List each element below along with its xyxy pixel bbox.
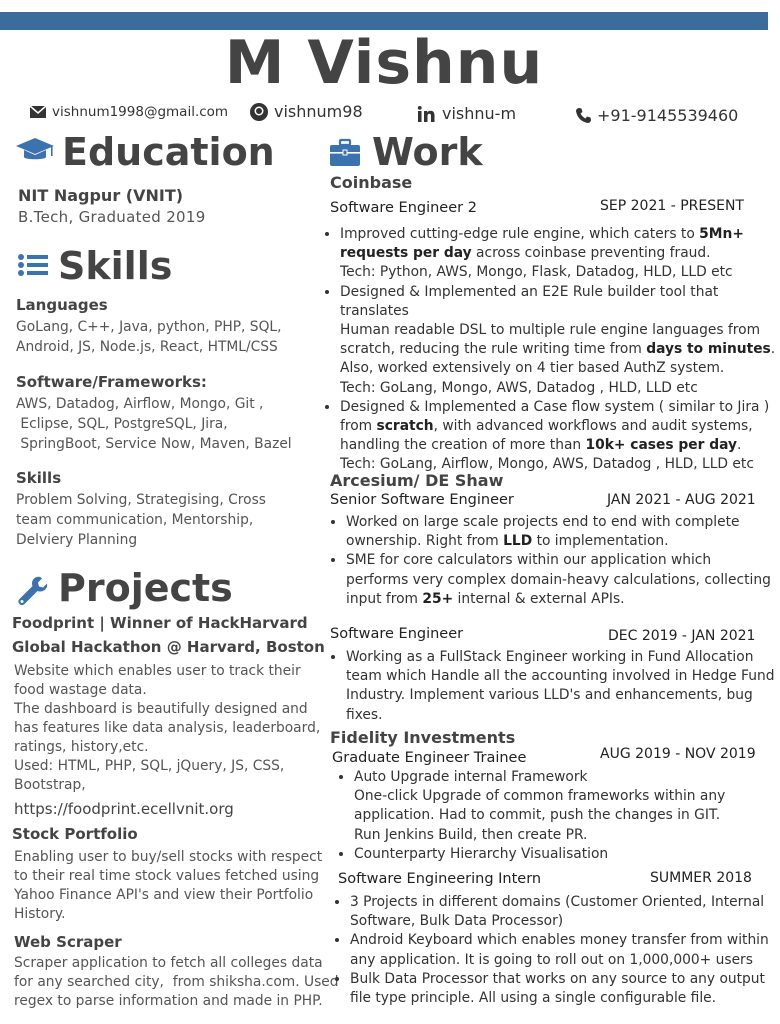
company-arcesium: Arcesium/ DE Shaw (330, 471, 504, 490)
page-title: M Vishnu (224, 28, 544, 98)
arcesium-dates: JAN 2021 - AUG 2021 (607, 492, 756, 508)
github-text: vishnum98 (274, 102, 363, 121)
list-item: • Working as a FullStack Engineer working in Fund Allocation team which Handle all the accounting involved in Hedge Fund Industry. Implement various LLD's and enhancements, bug fixes. (346, 648, 776, 725)
project-1-link[interactable]: https://foodprint.ecellvnit.org (14, 800, 234, 818)
education-heading: Education (62, 130, 275, 174)
skills-heading: Skills (58, 244, 173, 288)
contact-linkedin[interactable] (418, 104, 516, 123)
project-1-desc-2: food wastage data. (14, 682, 147, 698)
project-2-desc-1: Enabling user to buy/sell stocks with respect (14, 849, 323, 865)
project-2-desc-3: Yahoo Finance API's and view their Portfolio (14, 887, 314, 903)
frameworks-line-1: AWS, Datadog, Airflow, Mongo, Git , (16, 396, 264, 412)
arcesium-dates-2: DEC 2019 - JAN 2021 (608, 628, 756, 644)
list-item: • Counterparty Hierarchy Visualisation (354, 845, 774, 864)
list-item: • Improved cutting-edge rule engine, which caters to 5Mn+ requests per day across coinbase preventing fraud. Tech: Python, AWS, Mongo, Flask, Datadog, HLD, LLD etc (340, 225, 780, 283)
briefcase-icon (330, 140, 360, 166)
project-1-desc-3: The dashboard is beautifully designed and (14, 701, 308, 717)
languages-line-1: GoLang, C++, Java, python, PHP, SQL, (16, 319, 282, 335)
languages-line-2: Android, JS, Node.js, React, HTML/CSS (16, 339, 278, 355)
wrench-icon (18, 576, 48, 606)
list-item: • Worked on large scale projects end to end with complete ownership. Right from LLD to implementation. (346, 513, 776, 551)
frameworks-title: Software/Frameworks: (16, 373, 207, 391)
contact-github[interactable] (250, 102, 363, 121)
envelope-icon (30, 106, 46, 118)
company-coinbase: Coinbase (330, 173, 413, 192)
skills-line-1: Problem Solving, Strategising, Cross (16, 492, 266, 508)
list-item: • Android Keyboard which enables money transfer from within any application. It is going to roll out on 1,000,000+ users (350, 931, 780, 969)
project-1-desc-4: has features like data analysis, leaderboard, (14, 720, 321, 736)
frameworks-line-2: Eclipse, SQL, PostgreSQL, Jira, (16, 416, 228, 432)
coinbase-dates: SEP 2021 - PRESENT (600, 198, 744, 214)
arcesium-role: Senior Software Engineer (330, 492, 514, 508)
arcesium-role-2: Software Engineer (330, 626, 464, 642)
skills-line-2: team communication, Mentorship, (16, 512, 254, 528)
linkedin-icon (418, 106, 436, 122)
github-icon (250, 103, 268, 121)
project-3-desc-3: regex to parse information and made in PHP. (14, 993, 323, 1009)
arcesium-bullets-2 (328, 648, 776, 725)
list-item: • SME for core calculators within our application which performs very complex domain-heavy calculations, collecting input from 25+ internal & external APIs. (346, 551, 776, 609)
intern-bullets (332, 893, 780, 1008)
list-icon (18, 254, 48, 276)
project-1-title-line-2: Global Hackathon @ Harvard, Boston (12, 638, 325, 656)
skills-line-3: Delviery Planning (16, 532, 138, 548)
list-item: • Designed & Implemented an E2E Rule builder tool that translates Human readable DSL to multiple rule engine languages from scratch, reducing the rule writing time from days to minutes. Also, worked extensively on 4 tier based AuthZ system. Tech: GoLang, Mongo, AWS, Datadog , HLD, LLD etc (340, 283, 780, 398)
fidelity-bullets (336, 768, 774, 864)
projects-heading: Projects (58, 566, 233, 610)
education-school: NIT Nagpur (VNIT) (18, 186, 184, 205)
arcesium-bullets (328, 513, 776, 609)
intern-dates: SUMMER 2018 (650, 870, 752, 886)
company-fidelity: Fidelity Investments (330, 728, 516, 747)
project-1-title-line-1: Foodprint | Winner of HackHarvard (12, 614, 308, 632)
project-1-desc-6: Used: HTML, PHP, SQL, jQuery, JS, CSS, (14, 758, 285, 774)
coinbase-bullets (322, 225, 780, 475)
list-item: • Designed & Implemented a Case flow system ( similar to Jira ) from scratch, with advanced workflows and audit systems, handling the creation of more than 10k+ cases per day. Tech: GoLang, Airflow, Mongo, AWS, Datadog , HLD, LLD etc (340, 398, 780, 475)
list-item: • 3 Projects in different domains (Customer Oriented, Internal Software, Bulk Data Processor) (350, 893, 780, 931)
project-1-desc-5: ratings, history,etc. (14, 739, 149, 755)
work-heading: Work (372, 130, 483, 174)
languages-title: Languages (16, 296, 108, 314)
graduation-cap-icon (16, 138, 54, 164)
linkedin-text: vishnu-m (442, 104, 517, 123)
email-text: vishnum1998@gmail.com (52, 104, 229, 120)
project-3-title: Web Scraper (14, 933, 122, 951)
list-item: • Auto Upgrade internal Framework One-click Upgrade of common frameworks within any application. Had to commit, push the changes in GIT. Run Jenkins Build, then create PR. (354, 768, 774, 845)
project-2-desc-2: to their real time stock values fetched using (14, 868, 320, 884)
project-2-desc-4: History. (14, 906, 66, 922)
project-3-desc-2: for any searched city, from shiksha.com. Used (14, 974, 339, 990)
fidelity-role: Graduate Engineer Trainee (332, 750, 527, 766)
project-1-desc-1: Website which enables user to track their (14, 663, 301, 679)
project-3-desc-1: Scraper application to fetch all colleges data (14, 955, 323, 971)
frameworks-line-3: SpringBoot, Service Now, Maven, Bazel (16, 436, 292, 452)
fidelity-dates: AUG 2019 - NOV 2019 (600, 746, 756, 762)
education-degree: B.Tech, Graduated 2019 (18, 208, 206, 226)
contact-phone[interactable] (576, 106, 738, 125)
project-2-title: Stock Portfolio (12, 825, 138, 843)
coinbase-role: Software Engineer 2 (330, 200, 477, 216)
intern-role: Software Engineering Intern (338, 871, 542, 887)
phone-text: +91-9145539460 (597, 106, 739, 125)
project-1-desc-7: Bootstrap, (14, 777, 86, 793)
contact-email[interactable] (30, 104, 228, 120)
phone-icon (576, 108, 591, 123)
skills-subtitle: Skills (16, 469, 62, 487)
list-item: • Bulk Data Processor that works on any source to any output file type principle. All using a single configurable file. (350, 970, 780, 1008)
